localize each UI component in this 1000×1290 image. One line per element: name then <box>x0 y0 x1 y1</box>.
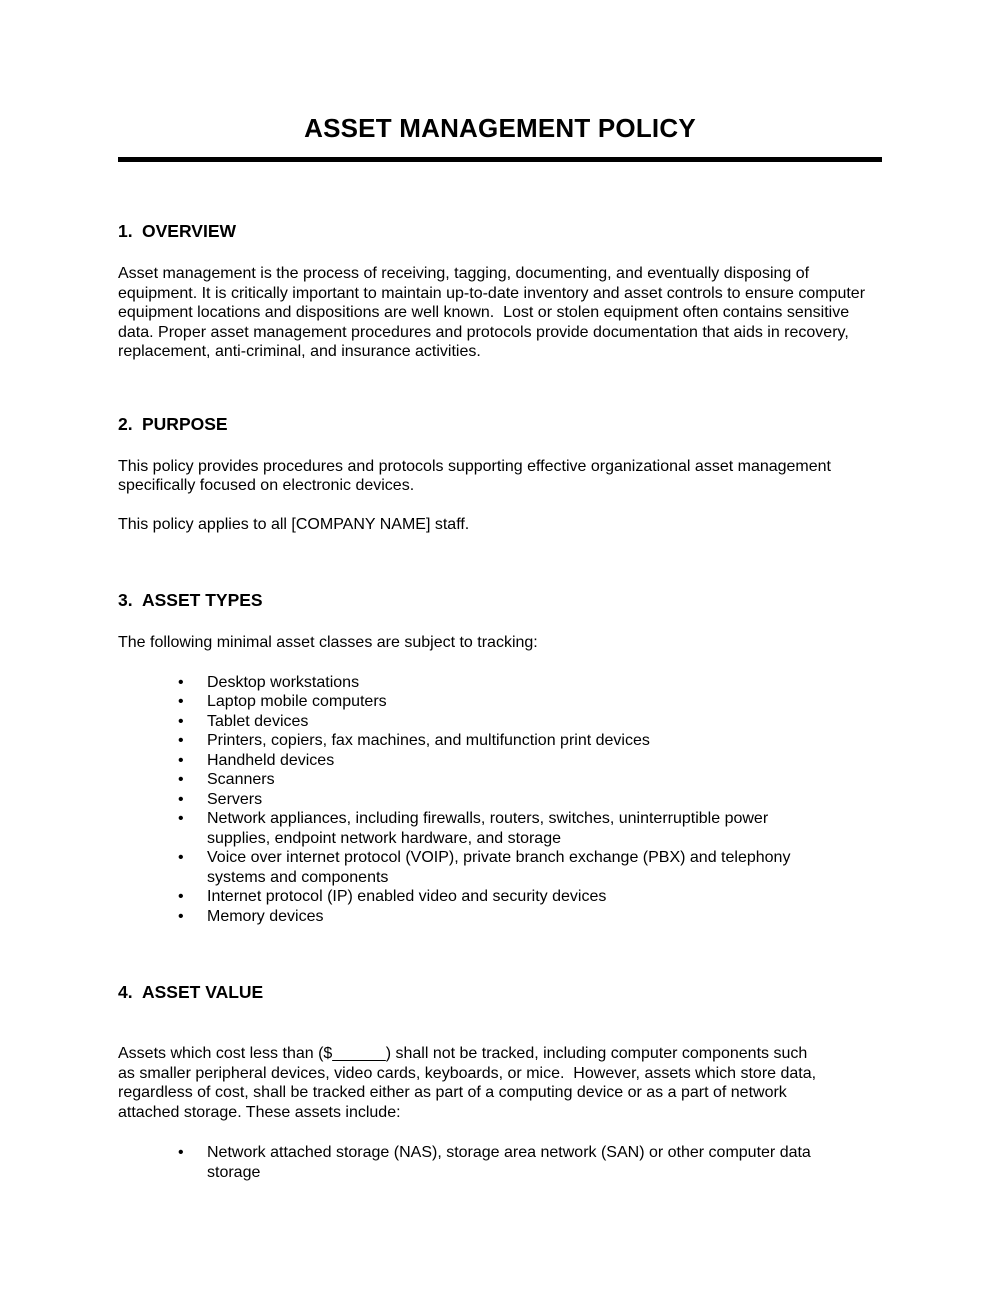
list-item-text: Laptop mobile computers <box>207 693 387 710</box>
section-heading-label: ASSET VALUE <box>142 982 264 1002</box>
bullet-icon: • <box>178 849 184 866</box>
asset-types-list <box>178 673 817 927</box>
list-item-text: Memory devices <box>207 907 324 925</box>
list-item <box>178 887 817 907</box>
section-number: 3. <box>118 590 133 610</box>
list-item-text: Printers, copiers, fax machines, and multifunction print devices <box>207 732 650 749</box>
list-item-text: Voice over internet protocol (VOIP), private branch exchange (PBX) and telephony systems and components <box>207 849 795 886</box>
section-heading <box>118 982 882 1003</box>
section-heading-label: OVERVIEW <box>142 221 237 241</box>
bullet-icon: • <box>178 693 184 710</box>
bullet-icon: • <box>178 888 184 905</box>
bullet-icon: • <box>178 673 184 691</box>
bullet-icon: • <box>178 790 184 808</box>
section-heading-label: PURPOSE <box>142 413 228 434</box>
document-title: ASSET MANAGEMENT POLICY <box>304 113 696 143</box>
bullet-icon: • <box>178 1144 184 1161</box>
bullet-icon: • <box>178 771 184 788</box>
list-item <box>178 692 817 712</box>
list-item-text: Servers <box>207 790 263 808</box>
list-item <box>178 712 817 732</box>
list-item-text: Desktop workstations <box>207 673 360 691</box>
list-item <box>178 731 817 751</box>
bullet-icon: • <box>178 712 184 730</box>
section-heading <box>118 414 882 435</box>
section-heading-label: ASSET TYPES <box>142 590 263 610</box>
list-item <box>178 751 817 771</box>
section-heading <box>118 221 882 242</box>
section-number: 2. <box>118 413 133 434</box>
list-item <box>178 770 817 790</box>
bullet-icon: • <box>178 907 184 925</box>
section-number: 4. <box>118 982 133 1002</box>
list-item <box>178 790 817 810</box>
list-item-text: Tablet devices <box>207 712 309 730</box>
paragraph: This policy provides procedures and protocols supporting effective organizational asset management specifically focused on electronic devices. <box>118 457 836 494</box>
title-rule <box>118 157 882 162</box>
list-item <box>178 809 817 848</box>
paragraph: Asset management is the process of receiving, tagging, documenting, and eventually disposing of equipment. It is critically important to maintain up-to-date inventory and asset controls to ensure computer equipment locations and dispositions are well known. Lost or stolen equipment often contains sensitive data. Proper asset management procedures and protocols provide documentation that aids in recovery, replacement, anti-criminal, and insurance activities. <box>118 265 870 360</box>
paragraph: Assets which cost less than ($______) shall not be tracked, including computer components such as smaller peripheral devices, video cards, keyboards, or mice. However, assets which store data, regardless of cost, shall be tracked either as part of a computing device or as a part of network attached storage. These assets include: <box>118 1045 821 1121</box>
section-asset-types <box>118 590 882 926</box>
list-item-text: Scanners <box>207 771 275 788</box>
list-item-text: Handheld devices <box>207 751 335 769</box>
section-asset-value <box>118 982 882 1182</box>
bullet-icon: • <box>178 810 184 827</box>
paragraph: The following minimal asset classes are subject to tracking: <box>118 634 538 651</box>
section-heading <box>118 590 882 611</box>
section-purpose <box>118 414 882 535</box>
bullet-icon: • <box>178 751 184 769</box>
section-overview <box>118 221 882 362</box>
list-item <box>178 907 817 927</box>
asset-value-list <box>178 1143 817 1182</box>
bullet-icon: • <box>178 732 184 749</box>
list-item-text: Network attached storage (NAS), storage area network (SAN) or other computer data storage <box>207 1144 816 1181</box>
list-item-text: Internet protocol (IP) enabled video and security devices <box>207 888 607 905</box>
list-item <box>178 848 817 887</box>
list-item <box>178 673 817 693</box>
section-number: 1. <box>118 221 133 241</box>
list-item <box>178 1143 817 1182</box>
paragraph: This policy applies to all [COMPANY NAME] staff. <box>118 515 470 533</box>
list-item-text: Network appliances, including firewalls, routers, switches, uninterruptible power supplies, endpoint network hardware, and storage <box>207 810 773 847</box>
